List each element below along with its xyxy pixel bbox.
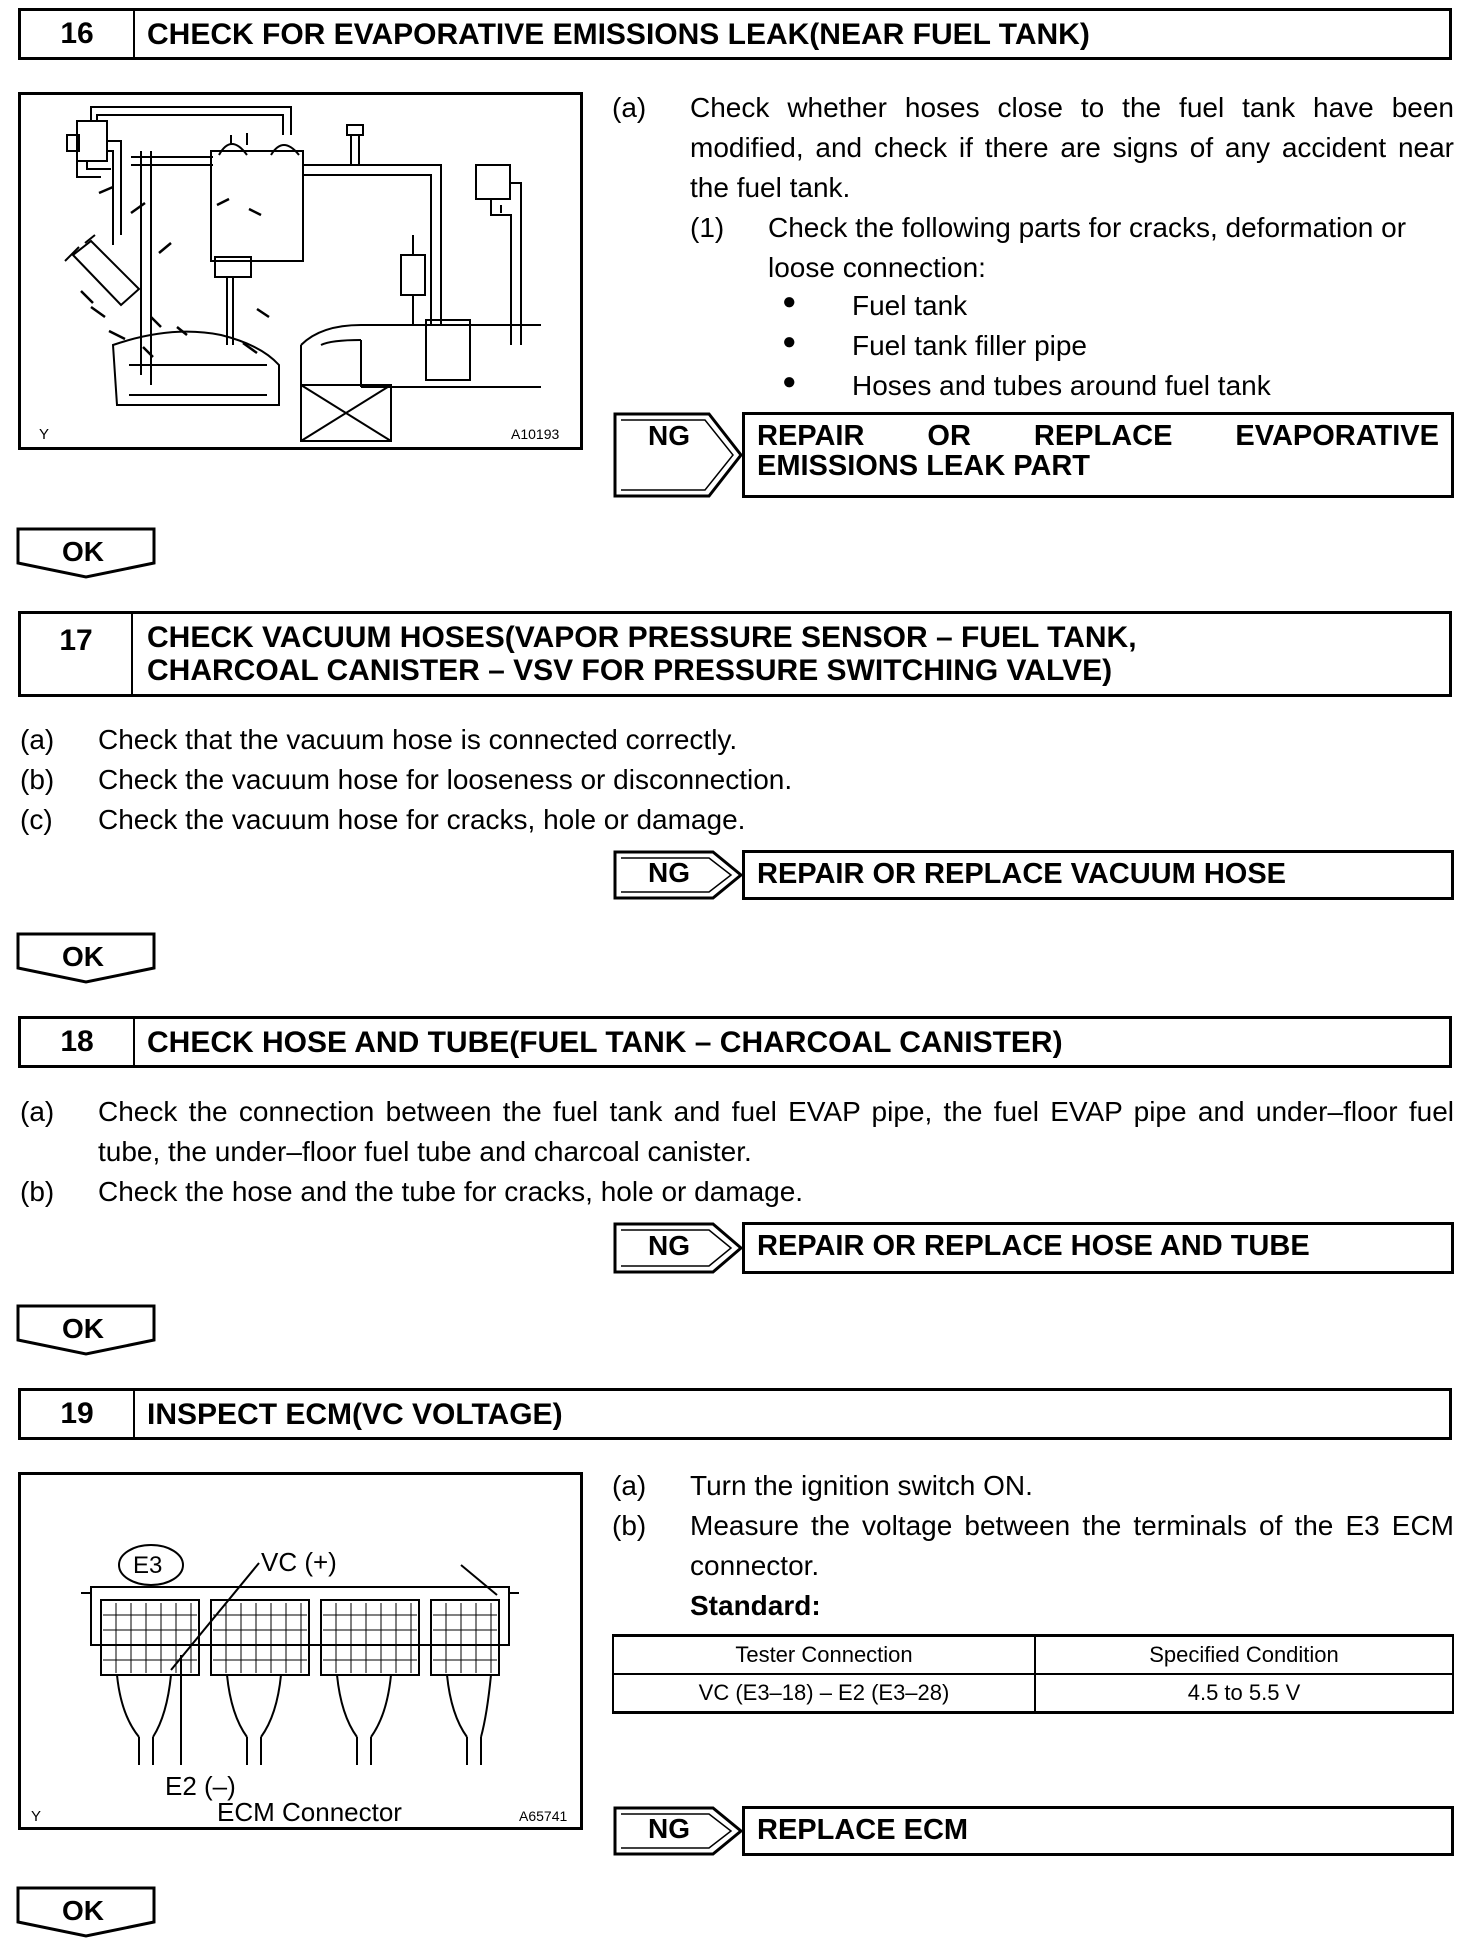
ok-label: OK [62,1895,104,1926]
item-text: Turn the ignition switch ON. [690,1470,1033,1501]
table-row [613,1674,1453,1713]
bullet-icon: ● [782,368,797,395]
bullet-text: Hoses and tubes around fuel tank [852,370,1271,401]
item-label: (c) [20,804,53,835]
standard-label: Standard: [690,1590,821,1621]
step-number: 18 [21,1019,135,1065]
table-header-cell: Specified Condition [1035,1636,1453,1675]
step-16-header [18,8,1452,60]
e2-terminal-label: E2 (–) [165,1771,236,1801]
item-label: (a) [20,724,55,755]
vc-terminal-label: VC (+) [261,1547,337,1577]
bullet-icon: ● [782,328,797,355]
ng-label: NG [648,1813,690,1844]
step-title: CHECK FOR EVAPORATIVE EMISSIONS LEAK(NEAR FUEL TANK) [147,17,1090,51]
connector-tag: E3 [133,1552,163,1579]
item-text: Check whether hoses close to the fuel tank have been modified, and check if there are signs of any accident near the fuel tank. [690,92,1454,203]
standard-table [612,1634,1454,1714]
evap-system-figure [18,92,583,450]
step-number: 16 [21,11,135,57]
table-cell: VC (E3–18) – E2 (E3–28) [613,1674,1035,1713]
bullet-text: Fuel tank filler pipe [852,330,1088,361]
item-label: (a) [20,1096,55,1127]
figure-code: A65741 [519,1808,568,1824]
step-title-line: CHARCOAL CANISTER – VSV FOR PRESSURE SWITCHING VALVE) [147,654,1113,687]
table-header-row [613,1636,1453,1675]
item-label: (b) [20,764,55,795]
subitem-text: Check the following parts for cracks, deformation or loose connection: [768,212,1407,283]
item-text: Measure the voltage between the terminals of the E3 ECM connector. [690,1510,1454,1581]
table-cell: 4.5 to 5.5 V [1035,1674,1453,1713]
ok-label: OK [62,1313,104,1344]
ok-label: OK [62,536,104,567]
figure-corner-label: Y [31,1808,42,1825]
item-label: (b) [20,1176,55,1207]
ecm-connector-diagram [21,1475,580,1827]
bullet-icon: ● [782,288,797,315]
step-title: CHECK HOSE AND TUBE(FUEL TANK – CHARCOAL CANISTER) [147,1025,1063,1059]
step-number: 17 [21,614,133,694]
item-label: (a) [612,92,647,123]
ng-action-box: REPAIR OR REPLACE VACUUM HOSE [742,850,1454,900]
figure-caption: ECM Connector [217,1797,402,1827]
table-header-cell: Tester Connection [613,1636,1035,1675]
ng-action-box: REPAIR OR REPLACE EVAPORATIVE EMISSIONS LEAK PART [742,412,1454,498]
step-title: INSPECT ECM(VC VOLTAGE) [147,1397,563,1431]
evap-hose-diagram [21,95,580,447]
subitem-label: (1) [690,212,725,243]
ng-label: NG [648,857,690,888]
item-text: Check the hose and the tube for cracks, hole or damage. [98,1176,804,1207]
item-text: Check the vacuum hose for looseness or disconnection. [98,764,793,795]
step-18-header [18,1016,1452,1068]
ng-action-box: REPAIR OR REPLACE HOSE AND TUBE [742,1222,1454,1274]
item-text: Check the vacuum hose for cracks, hole or damage. [98,804,746,835]
step-19-header [18,1388,1452,1440]
item-text: Check the connection between the fuel tank and fuel EVAP pipe, the fuel EVAP pipe and under–floor fuel tube, the under–floor fuel tube and charcoal canister. [98,1096,1454,1167]
step-title-line: CHECK VACUUM HOSES(VAPOR PRESSURE SENSOR – FUEL TANK, [147,621,1137,654]
bullet-text: Fuel tank [852,290,968,321]
ok-label: OK [62,941,104,972]
step-title [147,614,1441,694]
item-label: (b) [612,1510,647,1541]
ng-label: NG [648,1230,690,1261]
figure-corner-label: Y [39,426,50,443]
ecm-connector-figure [18,1472,583,1830]
figure-code: A10193 [511,426,560,442]
item-label: (a) [612,1470,647,1501]
step-number: 19 [21,1391,135,1437]
ng-label: NG [648,420,690,451]
item-text: Check that the vacuum hose is connected correctly. [98,724,738,755]
ng-action-box: REPLACE ECM [742,1806,1454,1856]
step-17-header [18,611,1452,697]
